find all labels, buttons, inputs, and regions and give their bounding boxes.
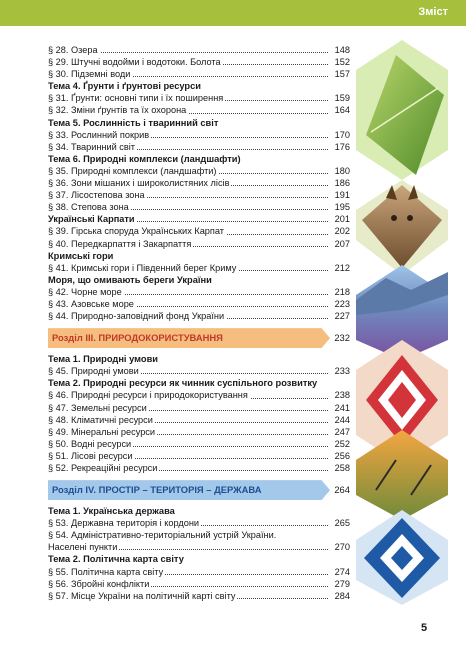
toc-entry[interactable] <box>48 189 350 201</box>
toc-block-state <box>48 505 350 602</box>
toc-topic-heading: Тема 2. Природні ресурси як чинник суспільного розвитку <box>48 378 318 389</box>
toc-topic-heading: Тема 1. Українська держава <box>48 506 175 517</box>
toc-entry[interactable] <box>48 56 350 68</box>
toc-entry[interactable] <box>48 310 350 322</box>
toc-entry-title: § 33. Рослинний покрив <box>48 129 150 140</box>
toc-entry-page: 148 <box>334 45 350 55</box>
toc-entry-title: § 54. Адміністративно-територіальний устрій України. <box>48 530 277 541</box>
toc-entry[interactable] <box>48 517 350 529</box>
toc-entry[interactable] <box>48 201 350 213</box>
toc-entry-title: § 46. Природні ресурси і природокористування <box>48 390 248 401</box>
toc-entry-title: § 36. Зони мішаних і широколистяних лісів <box>48 178 230 189</box>
toc-entry-title: Українські Карпати <box>48 214 135 225</box>
toc-entry-page: 270 <box>334 542 350 553</box>
decorative-sidebar <box>356 40 448 605</box>
toc-entry-page: 227 <box>334 311 350 322</box>
section-title: Розділ ІІІ. ПРИРОДОКОРИСТУВАННЯ <box>52 332 223 344</box>
toc-entry[interactable] <box>48 92 350 104</box>
toc-entry-title: § 37. Лісостепова зона <box>48 190 145 201</box>
toc-entry-title: § 47. Земельні ресурси <box>48 402 147 413</box>
section-heading-4[interactable] <box>48 480 350 500</box>
toc-entry[interactable] <box>48 298 350 310</box>
toc-topic-heading: Моря, що омивають береги України <box>48 274 212 285</box>
toc-entry[interactable] <box>48 450 350 462</box>
toc-entry[interactable] <box>48 414 350 426</box>
toc-entry-page: 202 <box>334 226 350 237</box>
toc-entry-page: 233 <box>334 366 350 377</box>
toc-entry[interactable] <box>48 238 350 250</box>
section-heading-3[interactable] <box>48 328 350 348</box>
toc-entry-title: § 31. Ґрунти: основні типи і їх поширення <box>48 93 224 104</box>
toc-entry-title: § 40. Передкарпаття і Закарпаття <box>48 238 192 249</box>
section-page: 264 <box>334 484 350 496</box>
toc-topic-heading: Тема 5. Рослинність і тваринний світ <box>48 117 219 128</box>
toc-entry-title: § 56. Збройні конфлікти <box>48 578 150 589</box>
toc-entry-title: § 42. Чорне море <box>48 286 122 297</box>
page-number: 5 <box>421 622 428 634</box>
toc-entry[interactable] <box>48 438 350 450</box>
toc-entry-title: § 43. Азовське море <box>48 298 134 309</box>
toc-entry-page: 223 <box>334 298 350 309</box>
toc-entry-page: 274 <box>334 566 350 577</box>
toc-entry[interactable] <box>48 286 350 298</box>
toc-entry[interactable] <box>48 165 350 177</box>
leaf-image <box>356 40 448 180</box>
toc-entry-page: 247 <box>334 426 350 437</box>
toc-entry-title: § 57. Місце України на політичній карті світу <box>48 590 236 601</box>
toc-entry-page: 170 <box>334 129 350 140</box>
toc-entry-page: 241 <box>334 402 350 413</box>
toc-entry-title: § 28. Озера <box>48 45 98 55</box>
toc-entry[interactable] <box>48 68 350 80</box>
toc-entry-page: 244 <box>334 414 350 425</box>
toc-entry-page: 195 <box>334 202 350 213</box>
toc-entry-title: § 35. Природні комплекси (ландшафти) <box>48 165 217 176</box>
table-of-contents <box>48 44 350 602</box>
toc-entry-title: § 38. Степова зона <box>48 202 129 213</box>
toc-entry-title: § 51. Лісові ресурси <box>48 450 133 461</box>
toc-entry[interactable] <box>48 262 350 274</box>
toc-entry[interactable] <box>48 566 350 578</box>
toc-entry-page: 157 <box>334 69 350 80</box>
toc-entry-title: Населені пункти <box>48 542 118 553</box>
toc-topic-entry[interactable] <box>48 213 350 225</box>
toc-entry[interactable] <box>48 225 350 237</box>
toc-entry-page: 252 <box>334 438 350 449</box>
toc-entry-page: 212 <box>334 262 350 273</box>
toc-entry-title: § 32. Зміни ґрунтів та їх охорона <box>48 105 187 116</box>
lynx-image <box>356 180 448 275</box>
toc-entry-title: § 41. Кримські гори і Південний берег Криму <box>48 262 237 273</box>
section-page: 232 <box>334 332 350 344</box>
toc-entry[interactable] <box>48 365 350 377</box>
toc-entry[interactable] <box>48 578 350 590</box>
toc-topic-heading: Тема 6. Природні комплекси (ландшафти) <box>48 153 241 164</box>
toc-entry-page: 284 <box>334 590 350 601</box>
toc-entry-page: 238 <box>334 390 350 401</box>
toc-entry[interactable] <box>48 590 350 602</box>
toc-topic-heading: Тема 1. Природні умови <box>48 354 159 365</box>
toc-block-nature <box>48 44 350 322</box>
toc-entry[interactable] <box>48 426 350 438</box>
toc-entry-page: 265 <box>334 518 350 529</box>
toc-entry[interactable] <box>48 529 350 541</box>
header-bar <box>0 0 466 26</box>
toc-entry-page: 186 <box>334 178 350 189</box>
toc-entry-page: 207 <box>334 238 350 249</box>
toc-entry-title: § 55. Політична карта світу <box>48 566 164 577</box>
toc-entry-page: 191 <box>334 190 350 201</box>
toc-entry[interactable] <box>48 541 350 553</box>
toc-entry-page: 159 <box>334 93 350 104</box>
blue-ornament-image <box>356 510 448 605</box>
toc-entry[interactable] <box>48 402 350 414</box>
section-title: Розділ IV. ПРОСТІР – ТЕРИТОРІЯ – ДЕРЖАВА <box>52 484 262 496</box>
toc-entry-title: § 30. Підземні води <box>48 69 131 80</box>
toc-entry[interactable] <box>48 129 350 141</box>
toc-entry-page: 180 <box>334 165 350 176</box>
toc-topic-heading: Кримські гори <box>48 250 114 261</box>
toc-entry-page: 256 <box>334 450 350 461</box>
toc-entry-title: § 34. Тваринний світ <box>48 141 136 152</box>
toc-entry-title: § 44. Природно-заповідний фонд України <box>48 311 225 322</box>
toc-entry[interactable] <box>48 389 350 401</box>
toc-entry-page: 164 <box>334 105 350 116</box>
toc-entry-page: 176 <box>334 141 350 152</box>
toc-entry-page: 152 <box>334 57 350 68</box>
toc-entry[interactable] <box>48 462 350 474</box>
toc-topic-heading: Тема 2. Політична карта світу <box>48 554 184 565</box>
toc-entry-title: § 53. Державна територія і кордони <box>48 518 200 529</box>
toc-entry[interactable] <box>48 44 350 56</box>
toc-entry[interactable] <box>48 104 350 116</box>
toc-block-resources <box>48 353 350 474</box>
toc-entry-title: § 45. Природні умови <box>48 366 139 377</box>
toc-entry-title: § 50. Водні ресурси <box>48 438 132 449</box>
toc-entry-title: § 29. Штучні водойми і водотоки. Болота <box>48 57 221 68</box>
toc-entry-page: 279 <box>334 578 350 589</box>
toc-entry-title: § 48. Кліматичні ресурси <box>48 414 153 425</box>
toc-entry-page: 201 <box>334 214 350 225</box>
toc-entry-page: 218 <box>334 286 350 297</box>
toc-entry-title: § 52. Рекреаційні ресурси <box>48 463 158 473</box>
toc-entry[interactable] <box>48 177 350 189</box>
toc-topic-heading: Тема 4. Ґрунти і ґрунтові ресурси <box>48 81 201 92</box>
toc-entry-title: § 49. Мінеральні ресурси <box>48 426 156 437</box>
toc-entry-title: § 39. Гірська споруда Українських Карпат <box>48 226 225 237</box>
toc-entry[interactable] <box>48 141 350 153</box>
toc-entry-page: 258 <box>334 463 350 473</box>
header-title: Зміст <box>418 6 448 18</box>
